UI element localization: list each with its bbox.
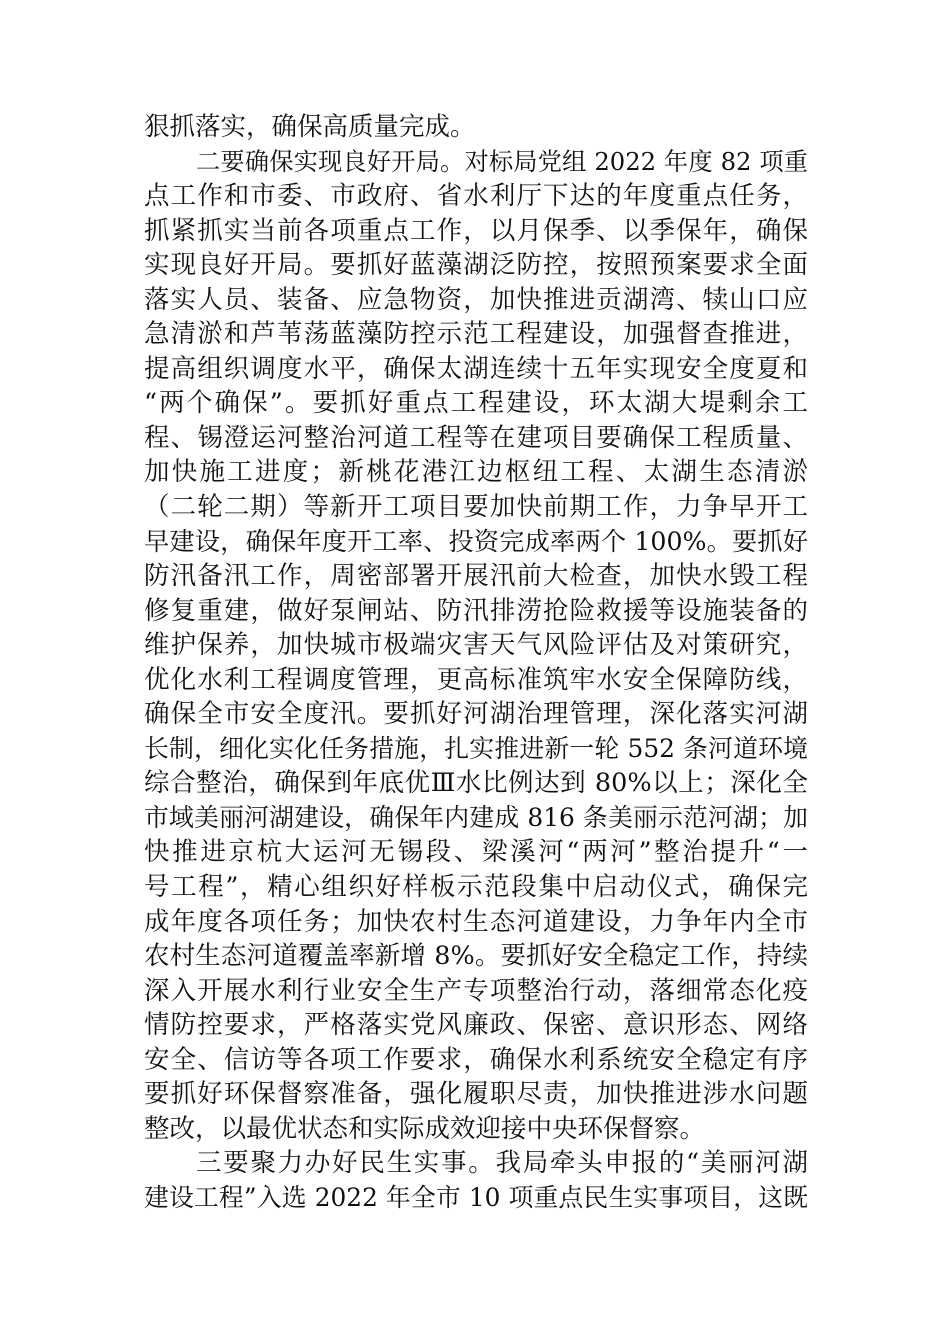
text-line: 程、锡澄运河整治河道工程等在建项目要确保工程质量、 (144, 422, 808, 453)
text-line: 确保全市安全度汛。要抓好河湖治理管理，深化落实河湖 (144, 699, 808, 730)
text-line: 情防控要求，严格落实党风廉政、保密、意识形态、网络 (144, 1010, 808, 1041)
text-line: 实现良好开局。要抓好蓝藻湖泛防控，按照预案要求全面 (144, 250, 808, 281)
text-line: 加快施工进度；新桃花港江边枢纽工程、太湖生态清淤 (144, 457, 808, 488)
text-line: “两个确保”。要抓好重点工程建设，环太湖大堤剩余工 (144, 388, 808, 419)
text-line: 安全、信访等各项工作要求，确保水利系统安全稳定有序 (144, 1044, 808, 1075)
text-line: （二轮二期）等新开工项目要加快前期工作，力争早开工 (144, 492, 808, 523)
text-line: 号工程”，精心组织好样板示范段集中启动仪式，确保完 (144, 872, 808, 903)
text-line: 点工作和市委、市政府、省水利厅下达的年度重点任务， (144, 181, 808, 212)
text-line: 深入开展水利行业安全生产专项整治行动，落细常态化疫 (144, 975, 808, 1006)
text-line: 早建设，确保年度开工率、投资完成率两个 100%。要抓好 (144, 526, 808, 556)
text-line: 急清淤和芦苇荡蓝藻防控示范工程建设，加强督查推进， (144, 319, 808, 350)
text-line: 要抓好环保督察准备，强化履职尽责，加快推进涉水问题 (144, 1079, 808, 1110)
text-line: 市域美丽河湖建设，确保年内建成 816 条美丽示范河湖；加 (144, 802, 808, 832)
text-line: 农村生态河道覆盖率新增 8%。要抓好安全稳定工作，持续 (144, 941, 808, 972)
text-line: 狠抓落实，确保高质量完成。 (144, 112, 476, 142)
body-text (144, 110, 808, 1216)
text-line: 成年度各项任务；加快农村生态河道建设，力争年内全市 (144, 906, 808, 937)
text-line: 快推进京杭大运河无锡段、梁溪河“两河”整治提升“一 (144, 837, 808, 868)
text-line: 落实人员、装备、应急物资，加快推进贡湖湾、犊山口应 (144, 284, 808, 315)
text-line: 三要聚力办好民生实事。我局牵头申报的“美丽河湖 (196, 1148, 808, 1179)
text-line: 优化水利工程调度管理，更高标准筑牢水安全保障防线， (144, 664, 808, 695)
text-line: 抓紧抓实当前各项重点工作，以月保季、以季保年，确保 (144, 215, 808, 246)
text-line: 综合整治，确保到年底优Ⅲ水比例达到 80%以上；深化全 (144, 768, 808, 799)
text-line: 长制，细化实化任务措施，扎实推进新一轮 552 条河道环境 (144, 733, 808, 763)
text-line: 二要确保实现良好开局。对标局党组 2022 年度 82 项重 (196, 146, 808, 176)
text-line: 修复重建，做好泵闸站、防汛排涝抢险救援等设施装备的 (144, 595, 808, 626)
text-line: 防汛备汛工作，周密部署开展汛前大检查，加快水毁工程 (144, 561, 808, 592)
text-line: 维护保养，加快城市极端灾害天气风险评估及对策研究， (144, 630, 808, 661)
text-line: 建设工程”入选 2022 年全市 10 项重点民生实事项目，这既 (144, 1182, 808, 1212)
text-line: 整改，以最优状态和实际成效迎接中央环保督察。 (144, 1113, 706, 1144)
text-line: 提高组织调度水平，确保太湖连续十五年实现安全度夏和 (144, 353, 808, 384)
